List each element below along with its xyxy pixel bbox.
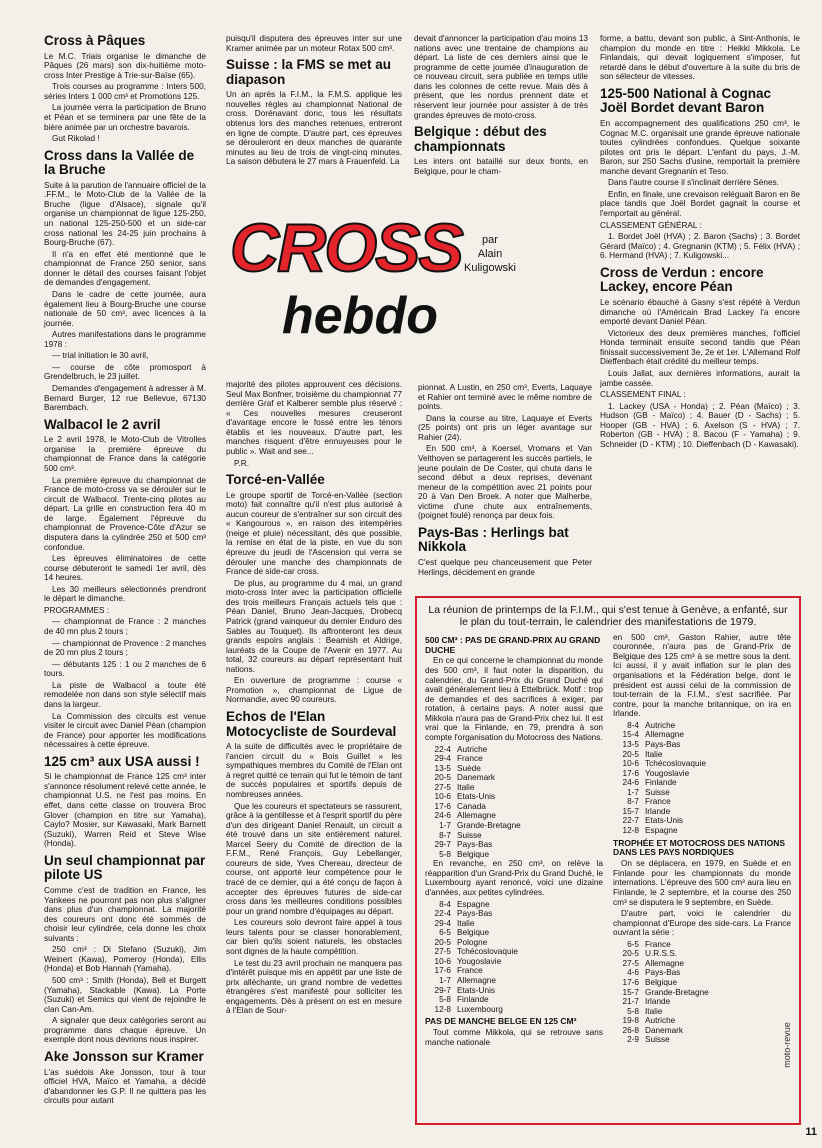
calendar-row	[425, 986, 603, 996]
byline-first-name: Alain	[477, 247, 503, 260]
calendar-country: Autriche	[645, 720, 676, 730]
paragraph: On se déplacera, en 1979, en Suède et en Finlande pour les championnats du monde internations. L'épreuve des 500 cm³ aura lieu en Finlande, le 2 septembre, et la course des 250 cm³ se disputera le 9 septembre, en Suède.	[613, 859, 791, 907]
calendar-row	[613, 778, 791, 788]
headline-us-championship: Un seul championnat par pilote US	[44, 852, 206, 883]
calendar-date: 5-8	[439, 849, 451, 859]
calendar-country: Autriche	[645, 1016, 676, 1026]
column-3	[414, 34, 588, 178]
calendar-country: Allemagne	[457, 811, 496, 821]
calendar-date: 8-7	[627, 797, 639, 807]
calendar-country: France	[457, 754, 483, 764]
column-2-lower	[226, 380, 402, 1018]
calendar-date: 17-6	[622, 978, 639, 988]
calendar-row	[613, 730, 791, 740]
headline-bruche: Cross dans la Vallée de la Bruche	[44, 147, 195, 178]
signature: P.R.	[234, 458, 249, 468]
calendar-125cc	[613, 721, 791, 836]
calendar-row	[425, 850, 603, 860]
calendar-country: Yougoslavie	[457, 956, 502, 966]
calendar-country: Yougoslavie	[645, 768, 690, 778]
calendar-country: Belgique	[457, 928, 490, 938]
paragraph: En ouverture de programme : course « Promotion », championnat de Ligue de Normandie, avec 90 coureurs.	[226, 676, 402, 705]
calendar-date: 4-6	[627, 968, 639, 978]
paragraph: En revanche, en 250 cm³, on relève la réapparition d'un Grand-Prix du Grand Duché, le Luxembourg ayant renoncé, voici une dizaine d'années, aux petites cylindrées.	[425, 859, 603, 897]
calendar-date: 22-7	[622, 816, 639, 826]
calendar-date: 2-9	[627, 1035, 639, 1045]
calendar-row	[425, 947, 603, 957]
calendar-country: Finlande	[457, 995, 489, 1005]
calendar-row	[425, 773, 603, 783]
calendar-row	[425, 783, 603, 793]
calendar-row	[613, 769, 791, 779]
calendar-country: Belgique	[645, 978, 678, 988]
calendar-row	[425, 754, 603, 764]
calendar-row	[425, 900, 603, 910]
calendar-row	[425, 811, 603, 821]
paragraph: D'autre part, voici le calendrier du championnat d'Europe des side-cars. La France ouvrant la série :	[613, 909, 791, 938]
calendar-country: Suisse	[645, 1035, 670, 1045]
calendar-row	[613, 797, 791, 807]
calendar-date: 8-4	[439, 899, 451, 909]
headline-verdun: Cross de Verdun : encore Lackey, encore Péan	[600, 264, 764, 295]
calendar-date: 8-4	[627, 720, 639, 730]
calendar-country: U.R.S.S.	[645, 949, 678, 959]
paragraph: Trois courses au programme : Inters 500, séries Inters 1 000 cm³ et Promotions 125.	[44, 82, 206, 101]
calendar-row	[613, 997, 791, 1007]
paragraph: CLASSEMENT FINAL :	[600, 390, 686, 400]
calendar-row	[613, 940, 791, 950]
calendar-row	[613, 978, 791, 988]
calendar-country: Grande-Bretagne	[645, 987, 709, 997]
byline	[450, 234, 530, 275]
calendar-date: 13-5	[434, 763, 451, 773]
paragraph: puisqu'il disputera des épreuves inter sur une Kramer animée par un moteur Rotax 500 cm³.	[226, 34, 402, 53]
column-2	[226, 34, 402, 169]
calendar-250cc	[425, 900, 603, 1015]
calendar-country: Allemagne	[457, 976, 496, 986]
paragraph: Victorieux des deux premières manches, l'officiel Honda terminait ensuite second tandis que Péan finissait successivement 3e, 2e et 1er. L'Allemand Rolf Dieffenbach était crédité du meilleur temps.	[600, 328, 800, 367]
calendar-country: Pays-Bas	[457, 840, 493, 850]
calendar-row	[613, 788, 791, 798]
paragraph: Les 30 meilleurs sélectionnés prendront le départ le dimanche.	[44, 584, 206, 604]
paragraph: En 500 cm³, à Koersel, Vromans et Van Velthoven se partagerent les succès partiels, le jeune poulain de De Coster, qui chuta dans le second début a deux reprises, devenant meneur de la compétition avec 21 points pour 20 à Van Den Broek. A noter que Malherbe, victime d'une chute aux entraînements, (poignet foulé) renonça par deux fois.	[418, 444, 592, 521]
calendar-country: Canada	[457, 801, 486, 811]
calendar-row	[613, 1026, 791, 1036]
calendar-date: 12-8	[434, 1004, 451, 1014]
calendar-date: 15-7	[622, 987, 639, 997]
magazine-sidebar	[781, 990, 820, 1120]
paragraph: Le scénario ébauché à Gasny s'est répété à Verdun dimanche où l'Américain Brad Lackey l'a encore emporté devant Daniel Péan.	[600, 298, 800, 327]
calendar-date: 15-4	[622, 730, 639, 740]
calendar-row	[613, 1016, 791, 1026]
calendar-row	[425, 976, 603, 986]
fim-calendar-box	[415, 596, 801, 1125]
calendar-row	[613, 968, 791, 978]
box-right-column	[613, 633, 791, 1050]
paragraph: Les inters ont bataillé sur deux fronts, en Belgique, pour le cham-	[414, 157, 588, 176]
calendar-country: Grande-Bretagne	[457, 821, 521, 831]
paragraph: A la suite de difficultés avec le propriétaire de l'ancien circuit du « Bois Guillet » les sympathiques membres du Comité de l'Elan ont à regret quitté ce terrain qui fut le témoin de tant de succès populaires et sportifs depuis de nombreuses années.	[226, 742, 402, 799]
paragraph: Dans la course au titre, Laquaye et Everts (25 points) ont pris un léger avantage sur Rahier (24).	[418, 413, 592, 442]
calendar-date: 26-8	[622, 1025, 639, 1035]
subheading: PAS DE MANCHE BELGE EN 125 CM³	[425, 1016, 577, 1027]
column-4	[600, 34, 800, 451]
calendar-date: 8-7	[439, 830, 451, 840]
calendar-date: 27-5	[622, 958, 639, 968]
paragraph: Le M.C. Triais organise le dimanche de Pâques (26 mars) son dix-huitième moto-cross Inter Prestige à Trie-sur-Baïse (65).	[44, 51, 206, 80]
calendar-row	[613, 816, 791, 826]
paragraph: Que les coureurs et spectateurs se rassurent, grâce à la gentillesse et à l'esprit sportif du père d'un des dirigeant Daniel Renault, un circuit a été trouvé dans un site entièrement naturel. Marcel Seery du Comité de direction de la F.F.M., René François, Guy Lebellanger, coureurs de side, Yves Chereau, directeur de course, ont apporté leur compétence pour le tracé de ce dernier, qui a été conçu de façon à accepter des épreuves futures de side-car cross dans les meilleures conditions possibles pour un grand nombre d'équipages au départ.	[226, 801, 402, 916]
calendar-country: Etats-Unis	[457, 792, 496, 802]
paragraph: Si le championnat de France 125 cm³ inter s'annonce résolument relevé cette année, le championnat U.S. ne l'est pas moins. En effet, dans cette classe on trouvera Broc Glover (champion en titre sur Yamaha), Caylo? Mosier, sur Kawasaki, Mark Barnett (Suzuki), Warren Reid et Steve Wise (Honda).	[44, 772, 206, 849]
calendar-date: 6-5	[627, 939, 639, 949]
paragraph: Demandes d'engagement à adresser à M. Bernard Burger, 12 rue Bellevue, 67130 Barembach.	[44, 384, 206, 413]
paragraph: C'est quelque peu chanceusement que Peter Herlings, décidement en grande	[418, 558, 592, 577]
paragraph: forme, a battu, devant son public, à Sint-Anthonis, le champion du monde en titre : Heikki Mikkola. Le Finlandais, qui devait logiquement s'imposer, fut retardé dans le début d'ouverture à la suite du bris de son sélecteur de vitesses.	[600, 34, 800, 82]
subheading: 500 CM³ : PAS DE GRAND-PRIX AU GRAND DUCHE	[425, 634, 601, 655]
calendar-row	[425, 966, 603, 976]
calendar-date: 10-6	[434, 956, 451, 966]
calendar-row	[613, 721, 791, 731]
headline-suisse: Suisse : la FMS se met au diapason	[226, 57, 392, 87]
calendar-date: 10-6	[434, 792, 451, 802]
paragraph: Dans le cadre de cette journée, aura également lieu à Bourg-Bruche une course nationale de 50 cm³, avec licences à la journée.	[44, 289, 206, 328]
byline-last-name: Kuligowski	[464, 261, 516, 274]
paragraph: Un an après la F.I.M., la F.M.S. applique les nouvelles règles au championnat National de cross. Dorénavant donc, tous les résultats obtenus lors des manches retenues, entreront en ligne de compte. D'autre part, ces épreuves se dérouleront en deux manches de quarante minutes au lieu de trois de vingt-cinq minutes. La saison débutera le 27 mars à Frauenfeld. La	[226, 90, 402, 167]
paragraph: Tout comme Mikkola, qui se retrouve sans manche nationale	[425, 1028, 603, 1047]
paragraph: 500 cm³ : Smith (Honda), Bell et Burgett (Yamaha), Stackable (Kawa). La Porte (Suzuki) et Semics qui vient de rejoindre le clan Can-Am.	[44, 976, 206, 1014]
calendar-date: 5-8	[439, 995, 451, 1005]
calendar-row	[613, 1035, 791, 1045]
calendar-date: 29-7	[434, 840, 451, 850]
calendar-row	[613, 1007, 791, 1017]
paragraph: Comme c'est de tradition en France, les Yankees ne pourront pas non plus s'aligner dans plus d'un championnat. La majorité des coureurs ont donc été sommés de choisir leur cylindrée, cela donne les choix suivants :	[44, 885, 206, 943]
calendar-date: 17-6	[622, 768, 639, 778]
calendar-row	[613, 807, 791, 817]
calendar-date: 27-5	[434, 947, 451, 957]
calendar-date: 13-5	[622, 739, 639, 749]
calendar-500cc	[425, 745, 603, 860]
paragraph: La Commission des circuits est venue visiter le circuit avec Daniel Péan (champion de France) pour apporter les modifications nécessaires à cette épreuve.	[44, 711, 206, 750]
calendar-country: Suède	[457, 763, 481, 773]
calendar-date: 19-8	[622, 1016, 639, 1026]
paragraph: En accompagnement des qualifications 250 cm³, le Cognac M.C. organisait une grande épreuve nationale toutes cylindrées confondues. Quelque soixante pilotes ont pris le départ. L'enfant du pays, J.-M. Baron, sur 250 Sachs d'usine, remportait la première manche devant Gregnanin et Teso.	[600, 118, 800, 176]
calendar-date: 20-5	[622, 949, 639, 959]
calendar-row	[613, 759, 791, 769]
headline-cognac: 125-500 National à Cognac Joël Bordet devant Baron	[600, 85, 772, 116]
calendar-date: 1-7	[439, 976, 451, 986]
calendar-row	[613, 750, 791, 760]
calendar-country: Autriche	[457, 744, 488, 754]
calendar-date: 1-7	[439, 821, 451, 831]
headline-walbacol: Walbacol le 2 avril	[44, 416, 161, 432]
calendar-country: Suisse	[457, 830, 482, 840]
calendar-country: Suisse	[645, 787, 670, 797]
paragraph: 1. Bordet Joël (HVA) ; 2. Baron (Sachs) ; 3. Bordet Gérard (Maïco) ; 4. Gregnanin (KTM) ; 5. Félix (HVA) ; 6. Hermand (HVA) ; 7. Kuligowski...	[600, 232, 800, 261]
magazine-name: moto-revue	[781, 1022, 792, 1068]
calendar-date: 24-6	[622, 778, 639, 788]
calendar-row	[425, 995, 603, 1005]
calendar-date: 24-6	[434, 811, 451, 821]
calendar-country: Italie	[645, 1006, 663, 1016]
calendar-date: 22-4	[434, 744, 451, 754]
paragraph: En ce qui concerne le championnat du monde des 500 cm³, il faut noter la disparition, du calendrier, du Grand-Prix du Grand Duché qui avait généralement lieu à Ettelbrück. Motif : trop de demandes et des sacrifices à exiger, par rotation, à certains pays. A noter aussi que Mikkola n'aura pas de Grand-Prix chez lui. Il est vrai que la Finlande, en 79, prendra à son compte l'organisation du Motocross des Nations.	[425, 656, 603, 742]
headline-pays-bas: Pays-Bas : Herlings bat Nikkola	[418, 524, 569, 555]
calendar-country: Danemark	[645, 1025, 684, 1035]
paragraph: — championnat de Provence : 2 manches de 20 mn plus 2 tours ;	[44, 638, 206, 658]
calendar-row	[425, 909, 603, 919]
paragraph: CLASSEMENT GÉNÉRAL :	[600, 220, 702, 230]
calendar-row	[425, 957, 603, 967]
calendar-date: 27-5	[434, 782, 451, 792]
calendar-row	[425, 764, 603, 774]
calendar-date: 5-8	[627, 1006, 639, 1016]
paragraph: PROGRAMMES :	[44, 605, 110, 615]
logo-word-cross: CROSS	[230, 210, 462, 286]
paragraph: Gut Rikolad !	[52, 134, 100, 144]
paragraph: Enfin, en finale, une crevaison reléguait Baron en 8e place tandis que Joël Bordet gagnait la course et l'emportait au général.	[600, 189, 800, 219]
paragraph: A signaler que deux catégories seront au programme dans chaque épreuve. Un exemple dont nous devrions nous inspirer.	[44, 1016, 206, 1045]
calendar-date: 29-4	[434, 918, 451, 928]
calendar-date: 21-7	[622, 997, 639, 1007]
logo-word-hebdo: hebdo	[282, 287, 438, 345]
calendar-country: Danemark	[457, 773, 496, 783]
calendar-row	[613, 988, 791, 998]
calendar-country: Pays-Bas	[645, 739, 681, 749]
paragraph: — débutants 125 : 1 ou 2 manches de 6 tours.	[44, 659, 206, 679]
headline-elan: Echos de l'Elan Motocycliste de Sourdeval	[226, 709, 397, 739]
calendar-date: 17-6	[434, 966, 451, 976]
calendar-date: 10-6	[622, 759, 639, 769]
calendar-country: Italie	[457, 918, 475, 928]
calendar-country: Etats-Unis	[457, 985, 496, 995]
paragraph: Il n'a en effet été mentionné que le championnat de France 250 senior, sans donner le détail des courses faisant l'objet de demandes d'engagement.	[44, 249, 206, 288]
calendar-row	[425, 831, 603, 841]
paragraph: Le groupe sportif de Torcé-en-Vallée (section moto) fait connaître qu'il n'est plus autorisé à aucun coureur de s'entraîner sur son circuit des « Kangourous », en raison des intempéries (neige et pluie) nécessitant, dès que possible, la remise en état de la piste, en vue du son épreuve du jeudi de l'Ascension qui verra se dérouler une manche des championnats de France de side-car cross.	[226, 490, 402, 577]
calendar-country: Irlande	[645, 806, 671, 816]
calendar-country: France	[645, 797, 671, 807]
cross-hebdo-logo	[222, 206, 552, 374]
calendar-date: 29-7	[434, 985, 451, 995]
headline-usa: 125 cm³ aux USA aussi !	[44, 753, 200, 769]
calendar-row	[425, 802, 603, 812]
calendar-country: Pays-Bas	[457, 909, 493, 919]
paragraph: Les coureurs solo devront faire appel à tous leurs talents pour se classer honorablement, car bien qu'ils soient naturels, les obstacles sont dignes de la haute compétition.	[226, 918, 402, 956]
paragraph: Suite à la parution de l'annuaire officiel de la .FF.M., le Moto-Club de la Vallée de la Bruche (ligue d'Alsace), signale qu'il organise un championnat de ligue 125-250, un national 125-250-500 et un side-car cross national les 24-25 juin prochains à Bourg-Bruche (67).	[44, 180, 206, 248]
paragraph: Les épreuves éliminatoires de cette course débuteront le samedi 1er avril, dès 14 heures.	[44, 554, 206, 583]
calendar-row	[425, 792, 603, 802]
column-1	[44, 34, 206, 1108]
paragraph: Dans l'autre course il s'inclinait derrière Sènes.	[608, 178, 779, 188]
box-title: La réunion de printemps de la F.I.M., qui s'est tenue à Genève, a enfanté, sur le plan du tout-terrain, le calendrier des manifestations de 1979.	[428, 604, 788, 629]
box-columns	[425, 633, 791, 1050]
calendar-country: Finlande	[645, 778, 677, 788]
calendar-row	[425, 938, 603, 948]
calendar-row	[425, 821, 603, 831]
paragraph: en 500 cm³, Gaston Rahier, autre tête couronnée, n'aura pas de Grand-Prix de Belgique des 125 cm³ à se mettre sous la dent. Ici aussi, il y avait inflation sur le plan des organisations et la Fédération belge, dont le président est aussi celui de la commission de tout-terrain de la F.I.M., s'est sacrifiée. Par contre, pour la manche britannique, on ira en Irlande.	[613, 632, 791, 719]
calendar-country: Belgique	[457, 849, 490, 859]
calendar-country: Tchécoslovaquie	[645, 759, 706, 769]
paragraph: La journée verra la participation de Bruno et Péan et se terminera par une fête de la bière animée par un orchestre bavarois.	[44, 103, 206, 132]
calendar-date: 6-5	[439, 928, 451, 938]
paragraph: La piste de Walbacol a toute été remodelée non dans son style sélectif mais dans la largeur.	[44, 680, 206, 709]
paragraph: La première épreuve du championnat de France de moto-cross va se dérouler sur le circuit de Walbacol. Trente-cinq pilotes au départ. La grille en construction fera 40 m de large. Également l'épreuve du championnat de Provence-Côte d'Azur se disputera dans la cylindrée 250 et 500 cm³ confondue.	[44, 475, 206, 552]
paragraph: — championnat de France : 2 manches de 40 mn plus 2 tours ;	[44, 617, 206, 636]
calendar-country: Italie	[645, 749, 663, 759]
calendar-row	[425, 745, 603, 755]
headline-belgique: Belgique : début des championnats	[414, 124, 547, 154]
headline-torce: Torcé-en-Vallée	[226, 472, 325, 488]
calendar-row	[613, 959, 791, 969]
calendar-country: Allemagne	[645, 730, 684, 740]
paragraph: Le test du 23 avril prochain ne manquera pas d'intérêt puisque mis en appétit par une liste de prix alléchante, un grand nombre de vedettes étrangères s'est manifesté pour solliciter les engagements. Dès à présent on est en mesure à l'Elan de Sour-	[226, 958, 402, 1016]
calendar-country: France	[645, 939, 671, 949]
calendar-country: Allemagne	[645, 958, 684, 968]
calendar-date: 1-7	[627, 787, 639, 797]
calendar-country: Luxembourg	[457, 1004, 503, 1014]
headline-cross-paques: Cross à Pâques	[44, 33, 146, 48]
paragraph: 1. Lackey (USA - Honda) ; 2. Péan (Maïco) ; 3. Hudson (GB - Maïco) ; 4. Bauer (D - Sachs) ; 5. Hooper (GB - HVA) ; 6. Axelson (S - HVA) ; 7. Roberton (GB - HVA) ; 8. Bacou (F - Yamaha) ; 9. Schneider (D - KTM) ; 10. Dieffenbach (D - Kawasaki).	[600, 401, 800, 449]
calendar-date: 20-5	[434, 773, 451, 783]
calendar-row	[613, 740, 791, 750]
paragraph: — trial initiation le 30 avril,	[52, 351, 149, 361]
byline-par: par	[482, 234, 498, 246]
calendar-country: Etats-Unis	[645, 816, 684, 826]
calendar-row	[613, 949, 791, 959]
paragraph: pionnat. A Lustin, en 250 cm³, Everts, Laquaye et Rahier ont terminé avec le même nombre de points.	[418, 383, 592, 412]
calendar-row	[425, 1005, 603, 1015]
page-number: 11	[805, 1126, 817, 1138]
calendar-country: Pologne	[457, 937, 488, 947]
paragraph: Le 2 avril 1978, le Moto-Club de Vitrolles organise la première épreuve du championnat de France dans la catégorie 500 cm³.	[44, 435, 206, 473]
calendar-date: 29-4	[434, 754, 451, 764]
paragraph: majorité des pilotes approuvent ces décisions. Seul Max Bonfner, troisième du championnat 77 derrière Graf et Kalberer semble plus réservé : « Ces nouvelles mesures creuseront d'avantage encore le fossé entre les ténors établis et les nouveaux. D'autre part, les manches risquent d'être ennuyeuses pour le public ». Wait and see...	[226, 380, 402, 456]
calendar-date: 17-6	[434, 801, 451, 811]
calendar-date: 22-4	[434, 909, 451, 919]
paragraph: De plus, au programme du 4 mai, un grand moto-cross Inter avec la participation officielle des trois meilleurs Français actuels tels que : Péan Daniel, Bruno Jean-Jacques, Drobecq Patrick (grand vainqueur du dernier Enduro des Sables au Touquet). Ils affronteront les deux grands espoirs anglais : Beamish et Aldrige, lauréats de la Coupe de l'Avenir en 1977. Au total, 32 coureurs au départ représentant huit nations.	[226, 578, 402, 674]
calendar-country: France	[457, 966, 483, 976]
calendar-date: 12-8	[622, 826, 639, 835]
box-left-column	[425, 633, 603, 1050]
calendar-row	[425, 919, 603, 929]
calendar-sidecar	[613, 940, 791, 1045]
column-3-lower	[418, 383, 592, 579]
calendar-row	[425, 840, 603, 850]
paragraph: Louis Jallat, aux dernières informations, aurait la jambe cassée.	[600, 368, 800, 388]
paragraph: 250 cm³ : Di Stefano (Suzuki), Jim Weinert (Kawa), Pomeroy (Honda), Ellis (Honda) et Bob Hannah (Yamaha).	[44, 945, 206, 974]
calendar-date: 20-5	[434, 937, 451, 947]
paragraph: L'as suédois Ake Jonsson, tour à tour officiel HVA, Maïco et Yamaha, a décidé d'abandonner les G.P. Il ne quittera pas les circuits pour autant	[44, 1067, 206, 1106]
headline-ake-jonsson: Ake Jonsson sur Kramer	[44, 1048, 204, 1064]
calendar-date: 15-7	[622, 806, 639, 816]
calendar-country: Pays-Bas	[645, 968, 681, 978]
paragraph: devait d'annoncer la participation d'au moins 13 nations avec une trentaine de champions au départ. La liste de ces derniers ainsi que le programme de cette journée d'inauguration de ce nouveau circuit, sera publiée en temps utile dans les colonnes de cette revue. Mais dès à présent, que les nordus prennent date et réservent leur journée pour assister à de très grandes épreuves de moto-cross.	[414, 34, 588, 120]
calendar-country: Irlande	[645, 997, 671, 1007]
calendar-date: 20-5	[622, 749, 639, 759]
calendar-country: Espagne	[457, 899, 490, 909]
paragraph: — course de côte promosport à Grendelbruch, le 23 juillet.	[44, 362, 206, 382]
calendar-country: Espagne	[645, 826, 678, 835]
calendar-row	[425, 928, 603, 938]
calendar-row	[613, 826, 791, 836]
subheading: TROPHÉE ET MOTOCROSS DES NATIONS DANS LES PAYS NORDIQUES	[613, 837, 786, 858]
calendar-country: Tchécoslovaquie	[457, 947, 518, 957]
calendar-country: Italie	[457, 782, 475, 792]
paragraph: Autres manifestations dans le programme 1978 :	[44, 330, 206, 349]
